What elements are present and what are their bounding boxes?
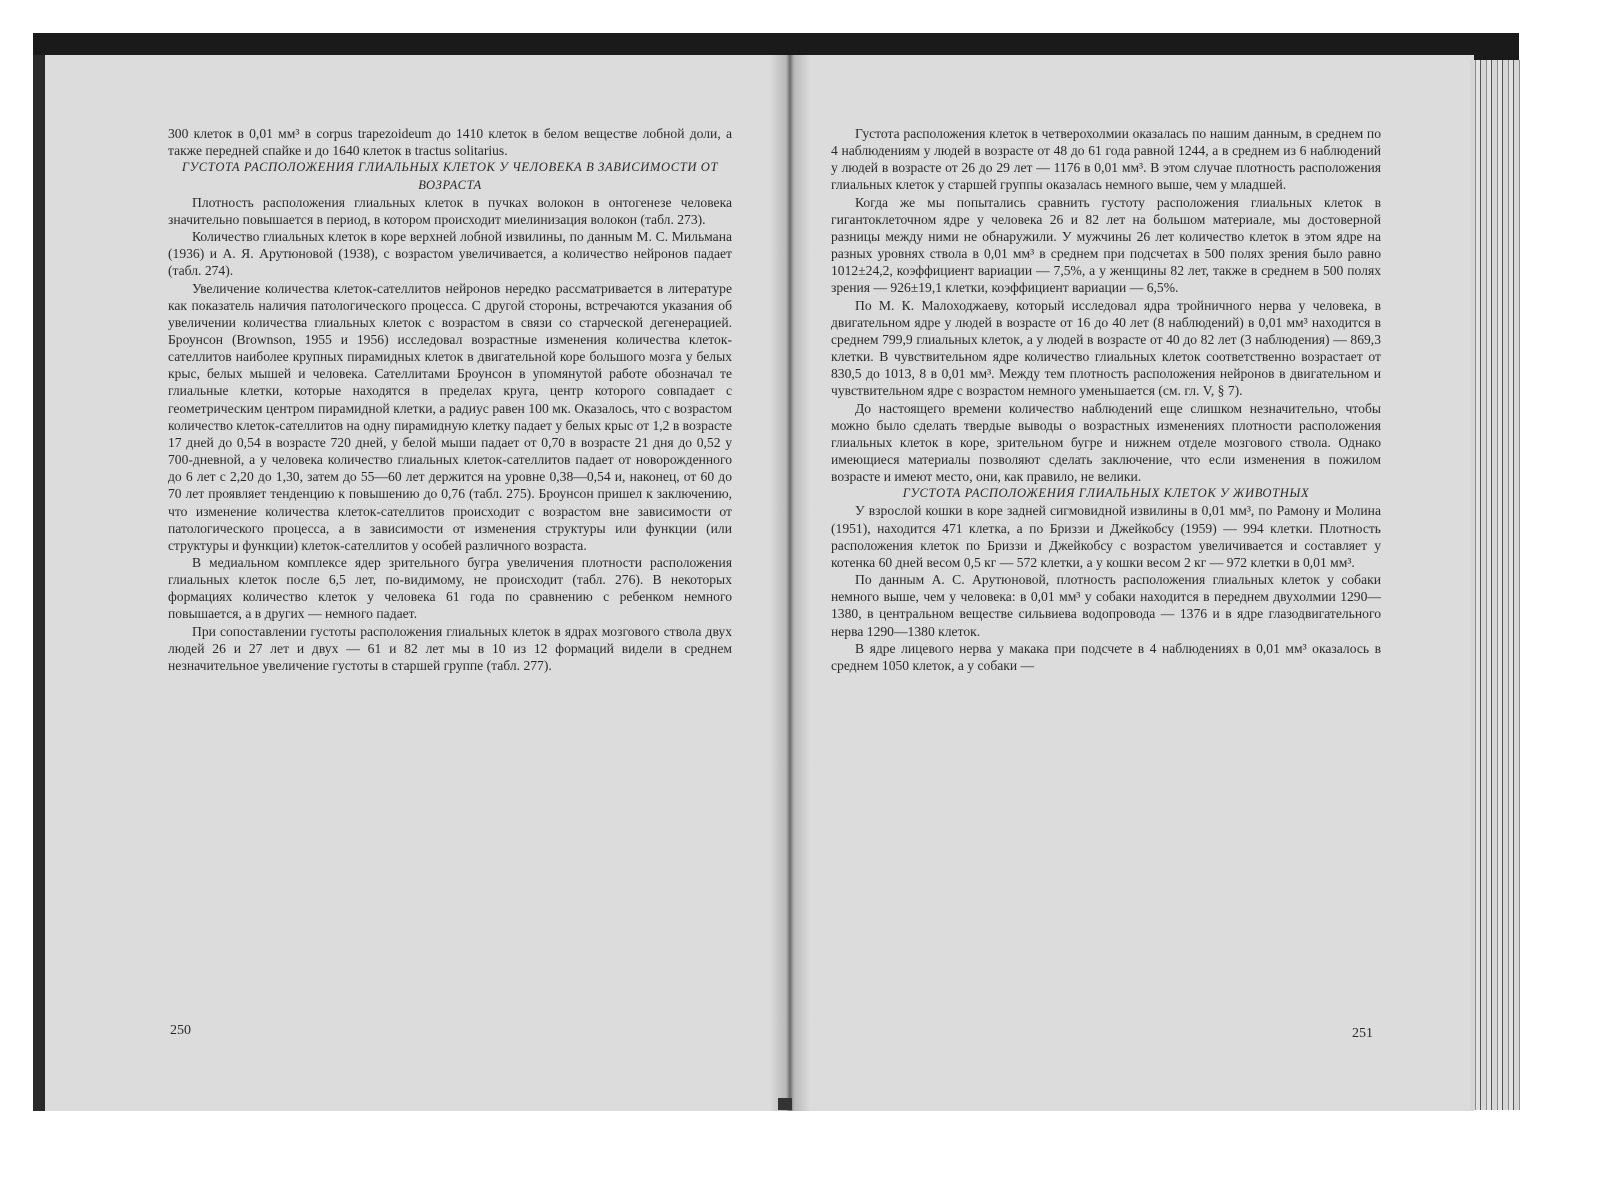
book-spine — [770, 55, 810, 1111]
paragraph: По М. К. Малоходжаеву, который исследовал ядра тройничного нерва у человека, в двигательном ядре у людей в возрасте от 16 до 40 лет (8 наблюдений) в 0,01 мм³ находится в среднем 799,9 глиальных клеток, а у людей в возрасте от 40 до 82 лет (3 наблюдения) — 869,3 клетки. В чувствительном ядре количество глиальных клеток соответственно возрастает от 830,5 до 1013, 8 в 0,01 мм³. Между тем плотность расположения нейронов в двигательном и чувствительном ядре с возрастом немного уменьшается (см. гл. V, § 7). — [831, 297, 1381, 399]
paragraph: У взрослой кошки в коре задней сигмовидной извилины в 0,01 мм³, по Рамону и Молина (1951), находится 471 клетка, а по Бриззи и Джейкобсу (1959) — 994 клетки. Плотность расположения клеток по Бриззи и Джейкобсу с возрастом увеличивается и составляет у котенка 60 дней весом 0,5 кг — 572 клетки, а у кошки весом 2 кг — 972 клетки в 0,01 мм³. — [831, 503, 1381, 570]
paragraph: По данным А. С. Арутюновой, плотность расположения глиальных клеток у собаки немного выше, чем у человека: в 0,01 мм³ у собаки находится в переднем двухолмии 1290—1380, в центральном веществе сильвиева водопровода — 1376 и в ядре глазодвигательного нерва 1290—1380 клеток. — [831, 572, 1381, 639]
scan-left-edge — [33, 55, 45, 1111]
page-edges — [1470, 60, 1520, 1110]
right-page-text — [831, 125, 1381, 674]
paragraph: В ядре лицевого нерва у макака при подсчете в 4 наблюдениях в 0,01 мм³ оказалось в среднем 1050 клеток, а у собаки — — [831, 640, 1381, 673]
paragraph: Когда же мы попытались сравнить густоту расположения глиальных клеток в гигантоклеточном ядре у человека 26 и 82 лет на большом материале, мы достоверной разницы между ними не обнаружили. У мужчины 26 лет количество клеток в этом ядре на разных уровнях ствола в 0,01 мм³ в среднем при подсчетах в 500 полях зрения было равно 1012±24,2, коэффициент вариации — 7,5%, а у женщины 82 лет, также в среднем в 500 полях зрения — 926±19,1 клетки, коэффициент вариации — 6,5%. — [831, 194, 1381, 296]
paragraph: Густота расположения клеток в четверохолмии оказалась по нашим данным, в среднем по 4 наблюдениям у людей в возрасте от 48 до 61 года равной 1244, а в среднем из 6 наблюдений у людей в возрасте от 26 до 29 лет — 1176 в 0,01 мм³. В этом случае плотность расположения глиальных клеток у старшей группы оказалась немного выше, чем у младшей. — [831, 126, 1381, 193]
spine-bottom-mark — [778, 1098, 792, 1110]
paragraph: В медиальном комплексе ядер зрительного бугра увеличения плотности расположения глиальных клеток после 6,5 лет, по-видимому, не происходит (табл. 276). В некоторых формациях количество клеток у человека 61 года по сравнению с ребенком немного повышается, а в других — немного падает. — [168, 555, 732, 622]
section-heading: ГУСТОТА РАСПОЛОЖЕНИЯ ГЛИАЛЬНЫХ КЛЕТОК У ЧЕЛОВЕКА В ЗАВИСИМОСТИ ОТ ВОЗРАСТА — [181, 160, 719, 192]
section-heading: ГУСТОТА РАСПОЛОЖЕНИЯ ГЛИАЛЬНЫХ КЛЕТОК У ЖИВОТНЫХ — [902, 486, 1310, 501]
paragraph: 300 клеток в 0,01 мм³ в corpus trapezoideum до 1410 клеток в белом веществе лобной доли, а также передней спайке и до 1640 клеток в tractus solitarius. — [168, 126, 732, 159]
page-number: 250 — [170, 1023, 191, 1038]
paragraph: При сопоставлении густоты расположения глиальных клеток в ядрах мозгового ствола двух людей 26 и 27 лет и двух — 61 и 82 лет мы в 10 из 12 формаций видели в среднем незначительное увеличение густоты в старшей группе (табл. 277). — [168, 623, 732, 673]
paragraph: Плотность расположения глиальных клеток в пучках волокон в онтогенезе человека значительно повышается в период, в котором происходит миелинизация волокон (табл. 273). — [168, 194, 732, 227]
paragraph: Увеличение количества клеток-сателлитов нейронов нередко рассматривается в литературе как показатель наличия патологического процесса. С другой стороны, встречаются указания об увеличении количества глиальных клеток с возрастом в связи со старческой дегенерацией. Броунсон (Brownson, 1955 и 1956) исследовал возрастные изменения количества клеток-сателлитов наиболее крупных пирамидных клеток в двигательной коре большого мозга у белых крыс, белых мышей и человека. Сателлитами Броунсон в упомянутой работе обозначал те глиальные клетки, которые находятся в пределах круга, центр которого совпадает с геометрическим центром пирамидной клетки, а радиус равен 100 мк. Оказалось, что с возрастом количество клеток-сателлитов на одну пирамидную клетку падает у белых крыс от 1,2 в возрасте 17 дней до 0,54 в возрасте 720 дней, у белой мыши падает от 0,70 в возрасте 21 дня до 0,52 у 700-дневной, а у человека количество глиальных клеток-сателлитов падает от новорожденного до 6 лет с 2,20 до 1,30, затем до 55—60 лет держится на уровне 0,38—0,54 и, наконец, от 60 до 70 лет проявляет тенденцию к повышению до 0,76 (табл. 275). Броунсон пришел к заключению, что изменение количества клеток-сателлитов происходит с возрастом вне зависимости от патологического процесса, а в зависимости от изменения структуры или функции (или структуры и функции) клеток-сателлитов у особей различного возраста. — [168, 280, 732, 553]
left-page-text — [168, 125, 732, 674]
paragraph: До настоящего времени количество наблюдений еще слишком незначительно, чтобы можно было сделать твердые выводы о возрастных изменениях плотности расположения глиальных клеток в коре, зрительном бугре и нижнем отделе мозгового ствола. Однако имеющиеся материалы позволяют сделать заключение, что если изменения в пожилом возрасте и имеют место, они, как правило, не велики. — [831, 400, 1381, 485]
paragraph: Количество глиальных клеток в коре верхней лобной извилины, по данным М. С. Мильмана (1936) и А. Я. Арутюновой (1938), с возрастом увеличивается, а количество нейронов падает (табл. 274). — [168, 229, 732, 279]
page-number: 251 — [1352, 1026, 1373, 1041]
